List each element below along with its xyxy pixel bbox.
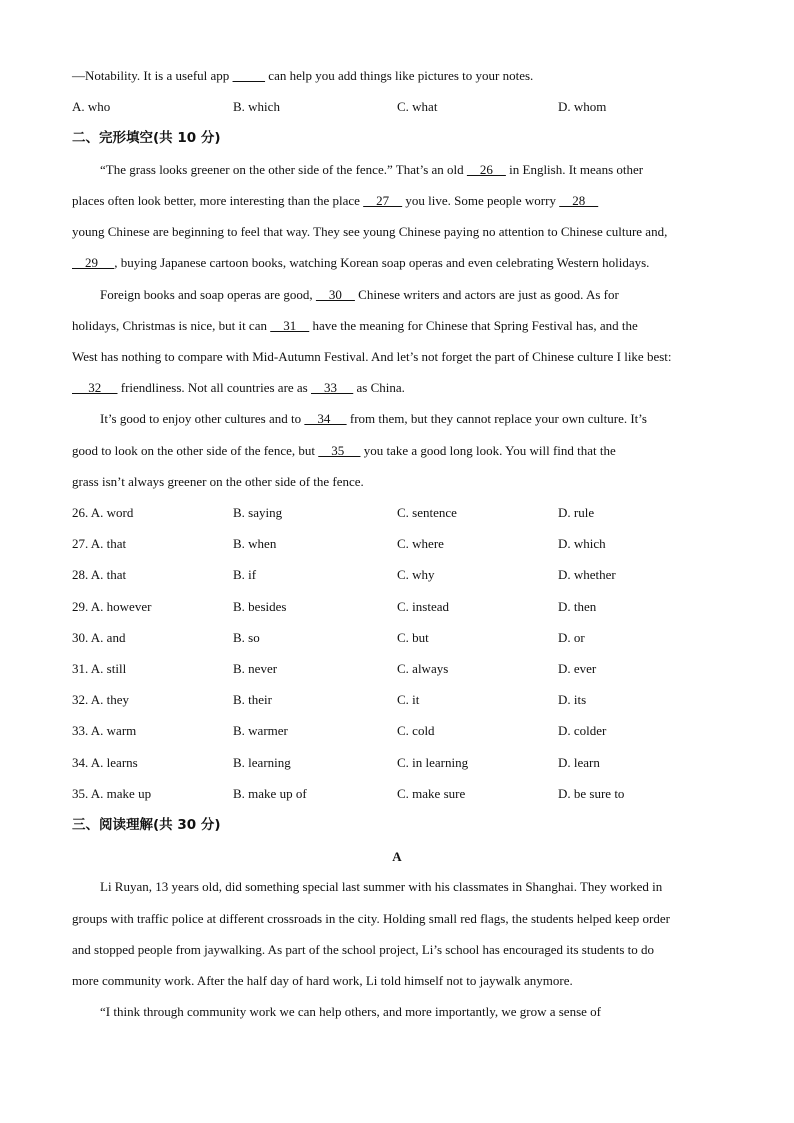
section-heading-reading: 三、阅读理解(共 30 分) [72,817,221,833]
option-d: D. rule [558,505,595,520]
passage-line: places often look better, more interesting than the place 27 you live. Some people worry 28 [72,193,599,208]
option-d: D. its [558,692,587,707]
blank-31: 31 [270,318,310,333]
blank-33: 33 [311,380,354,395]
option-a: 30. A. and [72,630,126,645]
option-c: C. instead [397,599,449,614]
option-c: C. it [397,692,420,707]
option-d: D. ever [558,661,597,676]
passage-line: more community work. After the half day of hard work, Li told himself not to jaywalk anymore. [72,973,573,988]
blank-28: 28 [559,193,599,208]
passage-line: 32 friendliness. Not all countries are as 33 as China. [72,380,405,395]
option-a: 29. A. however [72,599,152,614]
blank-26: 26 [466,162,506,177]
blank-35: 35 [318,443,361,458]
option-b: B. which [233,99,280,114]
answer-blank [233,68,266,83]
passage-line: “I think through community work we can help others, and more importantly, we grow a sense of [100,1004,601,1019]
option-a: 33. A. warm [72,723,137,738]
passage-line: West has nothing to compare with Mid-Autumn Festival. And let’s not forget the part of Chinese culture I like best: [72,349,672,364]
passage-line: 29 , buying Japanese cartoon books, watching Korean soap operas and even celebrating Western holidays. [72,255,650,270]
blank-29: 29 [72,255,115,270]
option-b: B. never [233,661,278,676]
passage-line: groups with traffic police at different crossroads in the city. Holding small red flags, the students helped keep order [72,911,670,926]
option-d: D. colder [558,723,607,738]
section-heading-cloze: 二、完形填空(共 10 分) [72,130,221,146]
option-d: D. be sure to [558,786,625,801]
option-a: 32. A. they [72,692,130,707]
passage-line: holidays, Christmas is nice, but it can 31 have the meaning for Chinese that Spring Festival has, and the [72,318,638,333]
passage-line: Foreign books and soap operas are good, 30 Chinese writers and actors are just as good. As for [100,287,619,302]
option-a: A. who [72,99,111,114]
passage-line: “The grass looks greener on the other side of the fence.” That’s an old 26 in English. It means other [100,162,644,177]
passage-line: Li Ruyan, 13 years old, did something special last summer with his classmates in Shanghai. They worked in [100,879,663,894]
option-b: B. so [233,630,260,645]
option-c: C. cold [397,723,435,738]
option-c: C. where [397,536,444,551]
option-a: 35. A. make up [72,786,152,801]
passage-line: good to look on the other side of the fence, but 35 you take a good long look. You will find that the [72,443,616,458]
option-c: C. why [397,567,435,582]
blank-32: 32 [72,380,118,395]
option-c: C. but [397,630,429,645]
option-b: B. make up of [233,786,307,801]
option-c: C. in learning [397,755,469,770]
option-a: 34. A. learns [72,755,138,770]
option-d: D. or [558,630,585,645]
blank-30: 30 [315,287,355,302]
blank-27: 27 [363,193,403,208]
option-d: D. then [558,599,597,614]
option-b: B. warmer [233,723,288,738]
passage-line: It’s good to enjoy other cultures and to 34 from them, but they cannot replace your own culture. It’s [100,411,647,426]
option-b: B. learning [233,755,291,770]
option-c: C. always [397,661,449,676]
option-d: D. which [558,536,606,551]
option-d: D. learn [558,755,600,770]
option-b: B. their [233,692,272,707]
option-d: D. whom [558,99,607,114]
option-a: 31. A. still [72,661,127,676]
passage-line: and stopped people from jaywalking. As part of the school project, Li’s school has encouraged its students to do [72,942,654,957]
option-b: B. besides [233,599,287,614]
passage-line: young Chinese are beginning to feel that way. They see young Chinese paying no attention to Chinese culture and, [72,224,668,239]
option-c: C. sentence [397,505,457,520]
option-b: B. when [233,536,277,551]
option-a: 26. A. word [72,505,134,520]
option-b: B. if [233,567,257,582]
blank-34: 34 [304,411,347,426]
question-stem: —Notability. It is a useful app can help you add things like pictures to your notes. [72,68,534,83]
option-c: C. what [397,99,438,114]
option-b: B. saying [233,505,283,520]
passage-line: grass isn’t always greener on the other side of the fence. [72,474,364,489]
option-d: D. whether [558,567,616,582]
option-a: 28. A. that [72,567,127,582]
option-a: 27. A. that [72,536,127,551]
option-c: C. make sure [397,786,466,801]
passage-label: A [392,849,402,864]
